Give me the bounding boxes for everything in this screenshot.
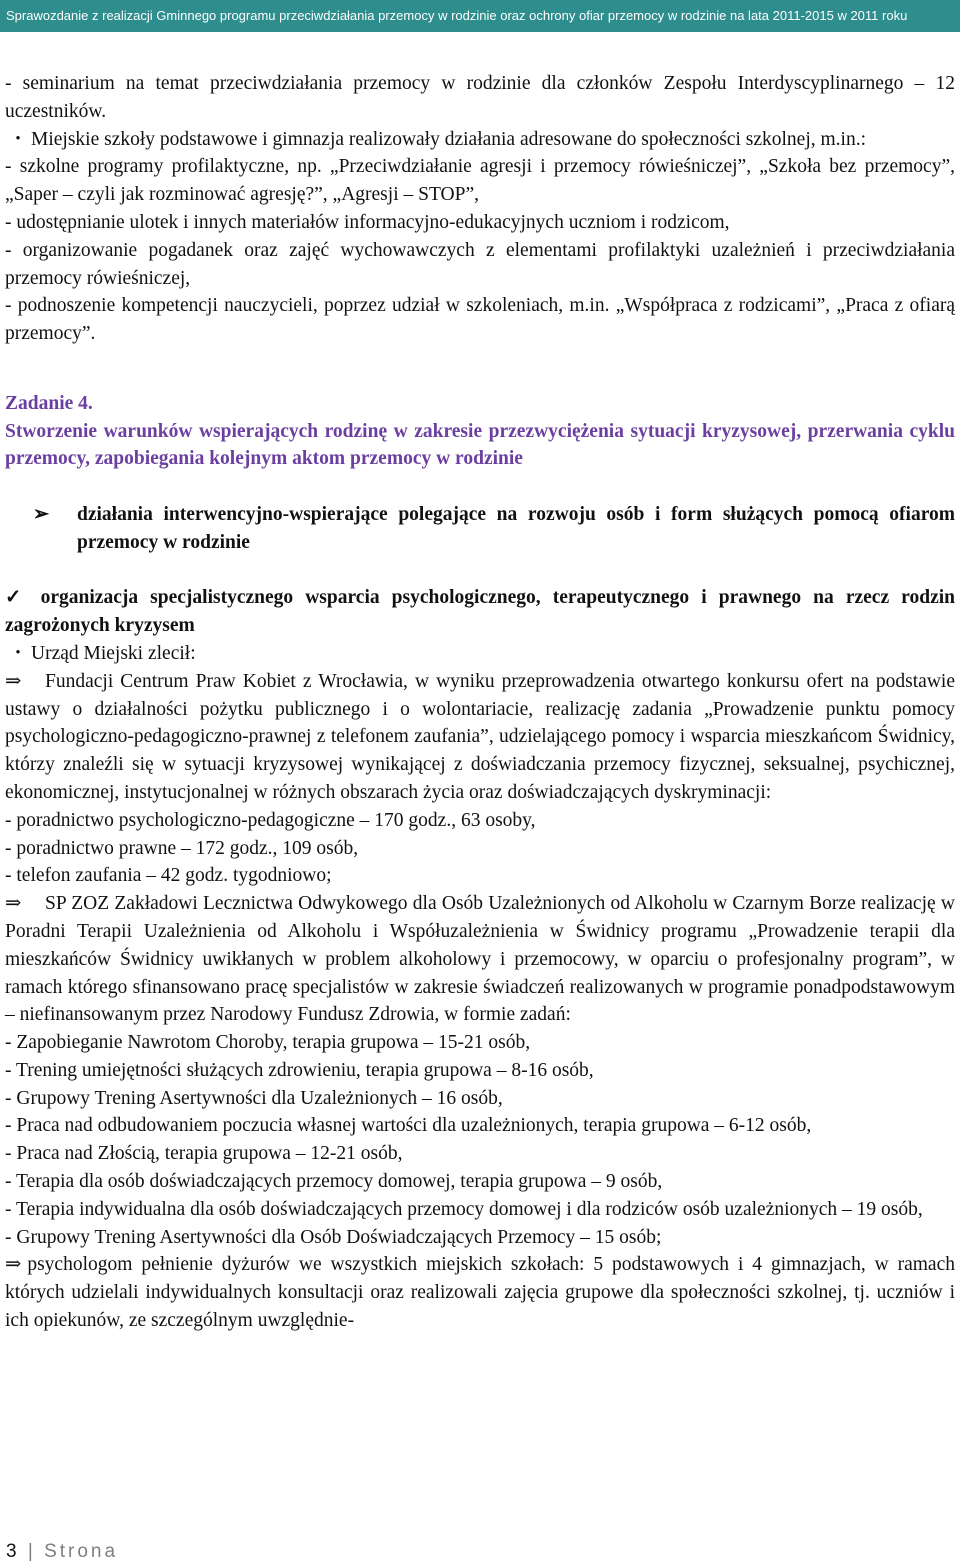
paragraph-seminar: - seminarium na temat przeciwdziałania przemocy w rodzinie dla członków Zespołu Interdyscyplinarnego – 12 uczestników. bbox=[5, 73, 955, 122]
list-item: - telefon zaufania – 42 godz. tygodniowo; bbox=[5, 865, 332, 887]
bullet-city-office: • Urząd Miejski zlecił: bbox=[5, 640, 955, 668]
header-title: Sprawozdanie z realizacji Gminnego programu przeciwdziałania przemocy w rodzinie oraz ochrony ofiar przemocy w rodzinie na lata 2011-2015 w 2011 roku bbox=[6, 8, 908, 23]
double-arrow-icon: ⇒ bbox=[5, 670, 22, 692]
paragraph-teachers: - podnoszenie kompetencji nauczycieli, poprzez udział w szkoleniach, m.in. „Współpraca z rodzicami”, „Praca z ofiarą przemocy”. bbox=[5, 295, 955, 345]
list-item: - Terapia indywidualna dla osób doświadczających przemocy domowej i dla rodziców osób uzależnionych – 19 osób, bbox=[5, 1198, 923, 1220]
bullet-schools: • Miejskie szkoły podstawowe i gimnazja realizowały działania adresowane do społeczności szkolnej, m.in.: bbox=[5, 126, 955, 154]
list-item: - Terapia dla osób doświadczających przemocy domowej, terapia grupowa – 9 osób, bbox=[5, 1171, 663, 1193]
list-item: - Trening umiejętności służących zdrowieniu, terapia grupowa – 8-16 osób, bbox=[5, 1059, 594, 1081]
arrow-bullet-item: ➢ działania interwencyjno-wspierające polegające na rozwoju osób i form służących pomocą ofiarom przemocy w rodzinie bbox=[5, 501, 955, 557]
arrow-item-spzoz: ⇒ SP ZOZ Zakładowi Lecznictwa Odwykowego dla Osób Uzależnionych od Alkoholu w Czarnym Borze realizację w Poradni Terapii Uzależnienia od Alkoholu i Współuzależnienia w Świdnicy programu „Prowadzenie terapii dla mieszkańców Świdnicy uwikłanych w problem alkoholowy i przemocowy, w oparciu o profesjonalny program”, w ramach którego sfinansowano pracę specjalistów w zakresie świadczeń realizowanych w programie ponadpodstawowym – niefinansowanym przez Narodowy Fundusz Zdrowia, w formie zadań: bbox=[5, 890, 955, 1029]
task-description: Stworzenie warunków wspierających rodzinę w zakresie przezwyciężenia sytuacji kryzysowej, przerwania cyklu przemocy, zapobiegania kolejnym aktom przemocy w rodzinie bbox=[5, 420, 955, 470]
list-item: - Praca nad Złością, terapia grupowa – 12-21 osób, bbox=[5, 1143, 403, 1165]
list-item: - Grupowy Trening Asertywności dla Uzależnionych – 16 osób, bbox=[5, 1087, 503, 1109]
paragraph-programs: - szkolne programy profilaktyczne, np. „Przeciwdziałanie agresji i przemocy rówieśniczej”, „Szkoła bez przemocy”, „Saper – czyli jak rozminować agresję?”, „Agresji – STOP”, bbox=[5, 156, 955, 206]
list-item: - Grupowy Trening Asertywności dla Osób Doświadczających Przemocy – 15 osób; bbox=[5, 1226, 662, 1248]
arrow-item-foundation: ⇒ Fundacji Centrum Praw Kobiet z Wrocławia, w wyniku przeprowadzenia otwartego konkursu ofert na podstawie ustawy o działalności pożytku publicznego i o wolontariacie, realizację zadania „Prowadzenie punktu pomocy psychologiczno-pedagogiczno-prawnej z telefonem zaufania”, udzielającego pomocy i wsparcia mieszkańcom Świdnicy, którzy znaleźli się w sytuacji kryzysowej wynikającej z doświadczania przemocy fizycznej, seksualnej, psychicznej, ekonomicznej, instytucjonalnej w różnych obszarach życia oraz doświadczających dyskryminacji: bbox=[5, 668, 955, 807]
list-item: - poradnictwo psychologiczno-pedagogiczne – 170 godz., 63 osoby, bbox=[5, 809, 536, 831]
page-header bbox=[0, 0, 960, 32]
arrow-bullet-icon: ➢ bbox=[32, 503, 50, 525]
page-number: 3 bbox=[6, 1541, 17, 1562]
check-item: ✓ organizacja specjalistycznego wsparcia psychologicznego, terapeutycznego i prawnego na rzecz rodzin zagrożonych kryzysem bbox=[5, 587, 955, 637]
document-body bbox=[5, 70, 955, 1335]
list-item: - Zapobieganie Nawrotom Choroby, terapia grupowa – 15-21 osób, bbox=[5, 1032, 531, 1054]
paragraph-leaflets: - udostępnianie ulotek i innych materiałów informacyjno-edukacyjnych uczniom i rodzicom, bbox=[5, 211, 730, 233]
arrow-item-psychologists: ⇒ psychologom pełnienie dyżurów we wszystkich miejskich szkołach: 5 podstawowych i 4 gimnazjach, w ramach których udzielali indywidualnych konsultacji oraz realizowali zajęcia grupowe dla społeczności szkolnej, tj. uczniów i ich opiekunów, ze szczególnym uwzględnie- bbox=[5, 1254, 955, 1332]
double-arrow-icon: ⇒ bbox=[5, 893, 22, 915]
page-footer bbox=[6, 1541, 118, 1563]
list-item: - Praca nad odbudowaniem poczucia własnej wartości dla uzależnionych, terapia grupowa – 6-12 osób, bbox=[5, 1115, 812, 1137]
list-item: - poradnictwo prawne – 172 godz., 109 osób, bbox=[5, 837, 359, 859]
paragraph-talks: - organizowanie pogadanek oraz zajęć wychowawczych z elementami profilaktyki uzależnień i przeciwdziałania przemocy rówieśniczej, bbox=[5, 239, 955, 289]
bullet-icon: • bbox=[15, 644, 21, 661]
footer-page-word: Strona bbox=[44, 1541, 119, 1562]
check-icon: ✓ bbox=[5, 587, 29, 609]
footer-separator: | bbox=[27, 1541, 33, 1562]
task-heading: Zadanie 4. bbox=[5, 392, 93, 414]
double-arrow-icon: ⇒ bbox=[5, 1254, 22, 1276]
bullet-icon: • bbox=[15, 130, 21, 147]
